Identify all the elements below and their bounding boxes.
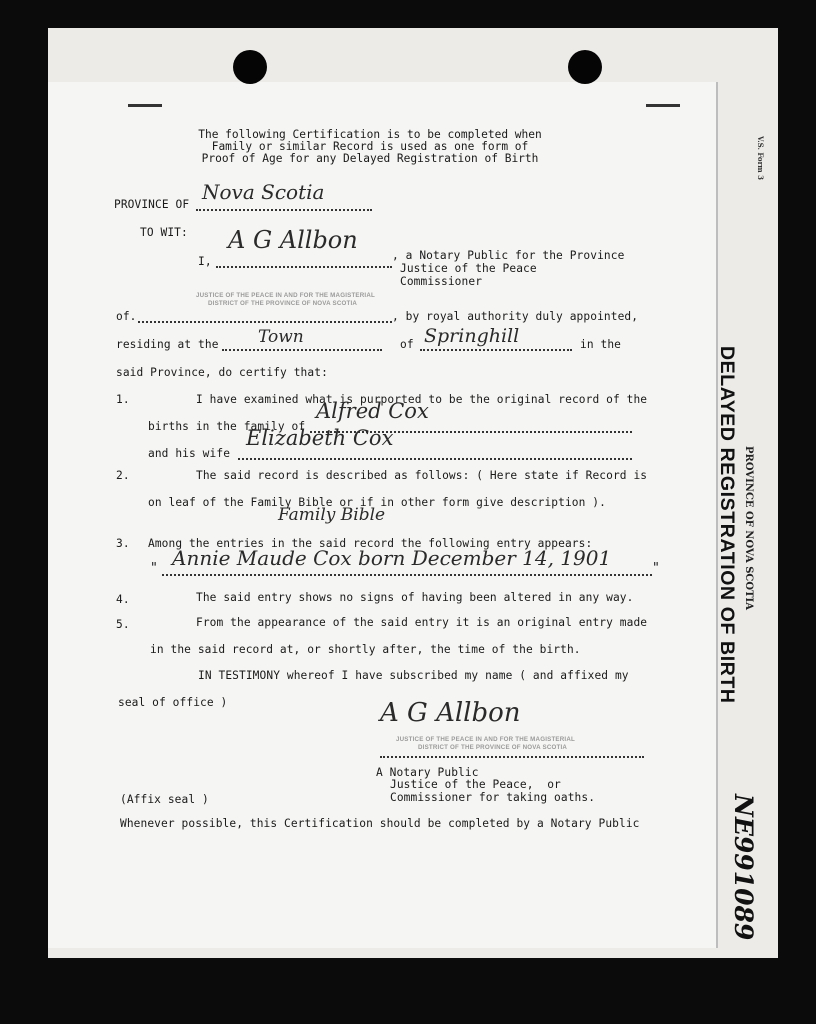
side-title: DELAYED REGISTRATION OF BIRTH <box>716 346 738 704</box>
footer-note: Whenever possible, this Certification should be completed by a Notary Public <box>120 817 640 830</box>
to-wit-label: TO WIT: <box>140 226 188 239</box>
entry-line <box>162 574 652 576</box>
province-value: Nova Scotia <box>202 180 325 204</box>
certify-text: said Province, do certify that: <box>116 366 328 379</box>
entry-value: Annie Maude Cox born December 14, 1901 <box>172 546 612 570</box>
stamp-upper-line-2: DISTRICT OF THE PROVINCE OF NOVA SCOTIA <box>208 300 358 307</box>
births-label: births in the family of <box>148 420 306 433</box>
province-label: PROVINCE OF <box>114 198 190 211</box>
item-4-number: 4. <box>116 593 130 606</box>
official-option-commissioner: Commissioner <box>400 275 483 288</box>
stamp-lower-line-2: DISTRICT OF THE PROVINCE OF NOVA SCOTIA <box>418 744 568 751</box>
entry-quote-close: " <box>652 561 660 576</box>
official-name-value: A G Allbon <box>228 226 358 254</box>
residing-of-line <box>420 349 572 351</box>
signer-justice: Justice of the Peace, or <box>390 778 561 791</box>
testimony-text: IN TESTIMONY whereof I have subscribed my name ( and affixed my <box>198 669 629 682</box>
official-option-notary: , a Notary Public for the Province <box>392 249 625 262</box>
wife-value: Elizabeth Cox <box>246 426 394 450</box>
stamp-lower-line-1: JUSTICE OF THE PEACE IN AND FOR THE MAGISTERIAL <box>396 736 575 743</box>
i-label: I, <box>198 255 212 268</box>
item-2-number: 2. <box>116 469 130 482</box>
wife-label: and his wife <box>148 447 231 460</box>
signature: A G Allbon <box>380 698 521 728</box>
signer-commissioner: Commissioner for taking oaths. <box>390 791 596 804</box>
residing-of-value: Springhill <box>424 325 520 347</box>
punch-hole-left <box>233 50 267 84</box>
form-number: V.S. Form 3 <box>756 136 765 180</box>
item-4-text: The said entry shows no signs of having been altered in any way. <box>196 591 634 604</box>
signature-line <box>380 756 644 758</box>
intro-line-3: Proof of Age for any Delayed Registration of Birth <box>201 152 539 165</box>
in-the-label: in the <box>580 338 622 351</box>
item-5-number: 5. <box>116 618 130 631</box>
affix-seal-label: (Affix seal ) <box>120 793 209 806</box>
residing-at-value: Town <box>258 327 304 347</box>
of-line <box>138 321 392 323</box>
father-value: Alfred Cox <box>316 399 429 423</box>
entry-quote-open: " <box>150 561 158 576</box>
item-3-text: Among the entries in the said record the following entry appears: <box>148 537 593 550</box>
fold-mark-left <box>128 104 162 107</box>
official-name-line <box>216 266 392 268</box>
residing-of-label: of <box>400 338 414 351</box>
punch-hole-right <box>568 50 602 84</box>
residing-label: residing at the <box>116 338 219 351</box>
item-3-number: 3. <box>116 537 130 550</box>
record-description-value: Family Bible <box>278 505 386 525</box>
item-5-text: From the appearance of the said entry it is an original entry made <box>196 616 648 629</box>
intro-line-1: The following Certification is to be completed when <box>198 128 542 141</box>
item-1-text: I have examined what is purported to be the original record of the <box>196 393 648 406</box>
item-2-text-b: on leaf of the Family Bible or if in other form give description ). <box>148 496 606 509</box>
wife-line <box>238 458 632 460</box>
signer-notary: A Notary Public <box>376 766 479 779</box>
item-2-text: The said record is described as follows: ( Here state if Record is <box>196 469 648 482</box>
of-label: of. <box>116 310 137 323</box>
seal-text: seal of office ) <box>118 696 228 709</box>
residing-at-line <box>222 349 382 351</box>
serial-number: NE991089 <box>729 794 758 941</box>
official-option-justice: Justice of the Peace <box>400 262 537 275</box>
item-1-number: 1. <box>116 393 130 406</box>
province-line <box>196 209 372 211</box>
side-province-label: PROVINCE OF NOVA SCOTIA <box>743 446 754 610</box>
fold-mark-right <box>646 104 680 107</box>
appointed-text: , by royal authority duly appointed, <box>392 310 639 323</box>
intro-line-2: Family or similar Record is used as one form of <box>211 140 529 153</box>
stamp-upper-line-1: JUSTICE OF THE PEACE IN AND FOR THE MAGISTERIAL <box>196 292 375 299</box>
item-5-text-b: in the said record at, or shortly after, the time of the birth. <box>150 643 581 656</box>
